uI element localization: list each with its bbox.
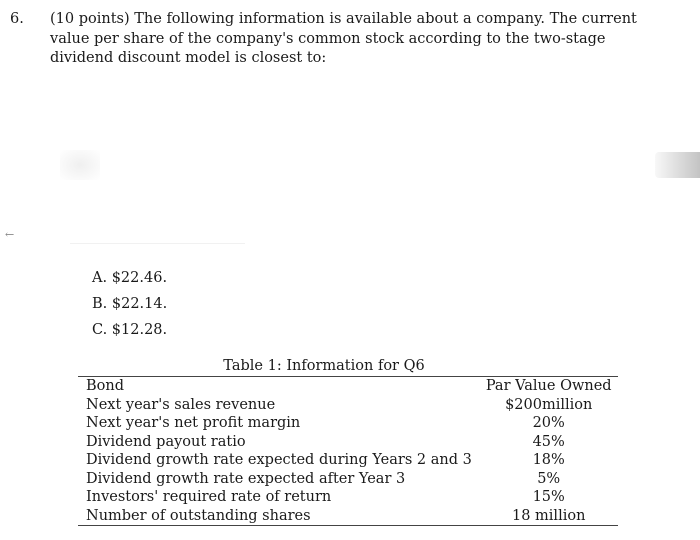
table-row [78,488,618,507]
option-value: $12.28. [111,322,168,338]
row-item: Number of outstanding shares [78,507,478,526]
option-value: $22.14. [111,296,168,312]
option-label: B. [92,296,108,312]
faint-rule [70,243,245,244]
option-label: A. [92,270,108,286]
row-value: $200million [505,396,593,413]
row-item: Next year's net profit margin [86,415,301,431]
row-value: 20% [532,415,565,431]
margin-arrow-icon: ← [5,228,15,241]
option-label: C. [92,322,108,338]
table-row [78,433,618,452]
option-c[interactable] [92,317,167,343]
row-value: 15% [532,489,565,505]
option-b[interactable] [92,291,167,317]
option-value: $22.46. [111,270,168,286]
header-item: Bond [78,377,478,396]
scan-shadow-right [655,152,700,178]
row-value: 5% [537,470,561,487]
row-item: Dividend payout ratio [86,433,246,450]
row-value: 18% [532,452,565,468]
row-item: Investors' required rate of return [86,489,332,505]
answer-options [92,265,167,343]
row-item: Dividend growth rate expected after Year 3 [86,470,406,487]
table-row [78,414,618,433]
row-item: Next year's sales revenue [86,396,276,413]
info-table [78,376,618,526]
table-caption: Table 1: Information for Q6 [223,358,425,374]
row-value: 45% [532,433,565,450]
row-item: Dividend growth rate expected during Years 2 and 3 [86,452,472,468]
header-value: Par Value Owned [478,377,618,396]
row-value: 18 million [478,507,618,526]
question-block [10,10,660,69]
question-number: 6. [10,11,24,27]
table-row [78,470,618,489]
table-row [78,507,618,526]
table-row [78,451,618,470]
question-text: (10 points) The following information is available about a company. The current value per share of the company's common stock according to the two-stage dividend discount model is closest to: [50,11,637,66]
scan-shadow-left [60,150,100,180]
option-a[interactable] [92,265,167,291]
table-row [78,396,618,415]
table-header-row [78,377,618,396]
